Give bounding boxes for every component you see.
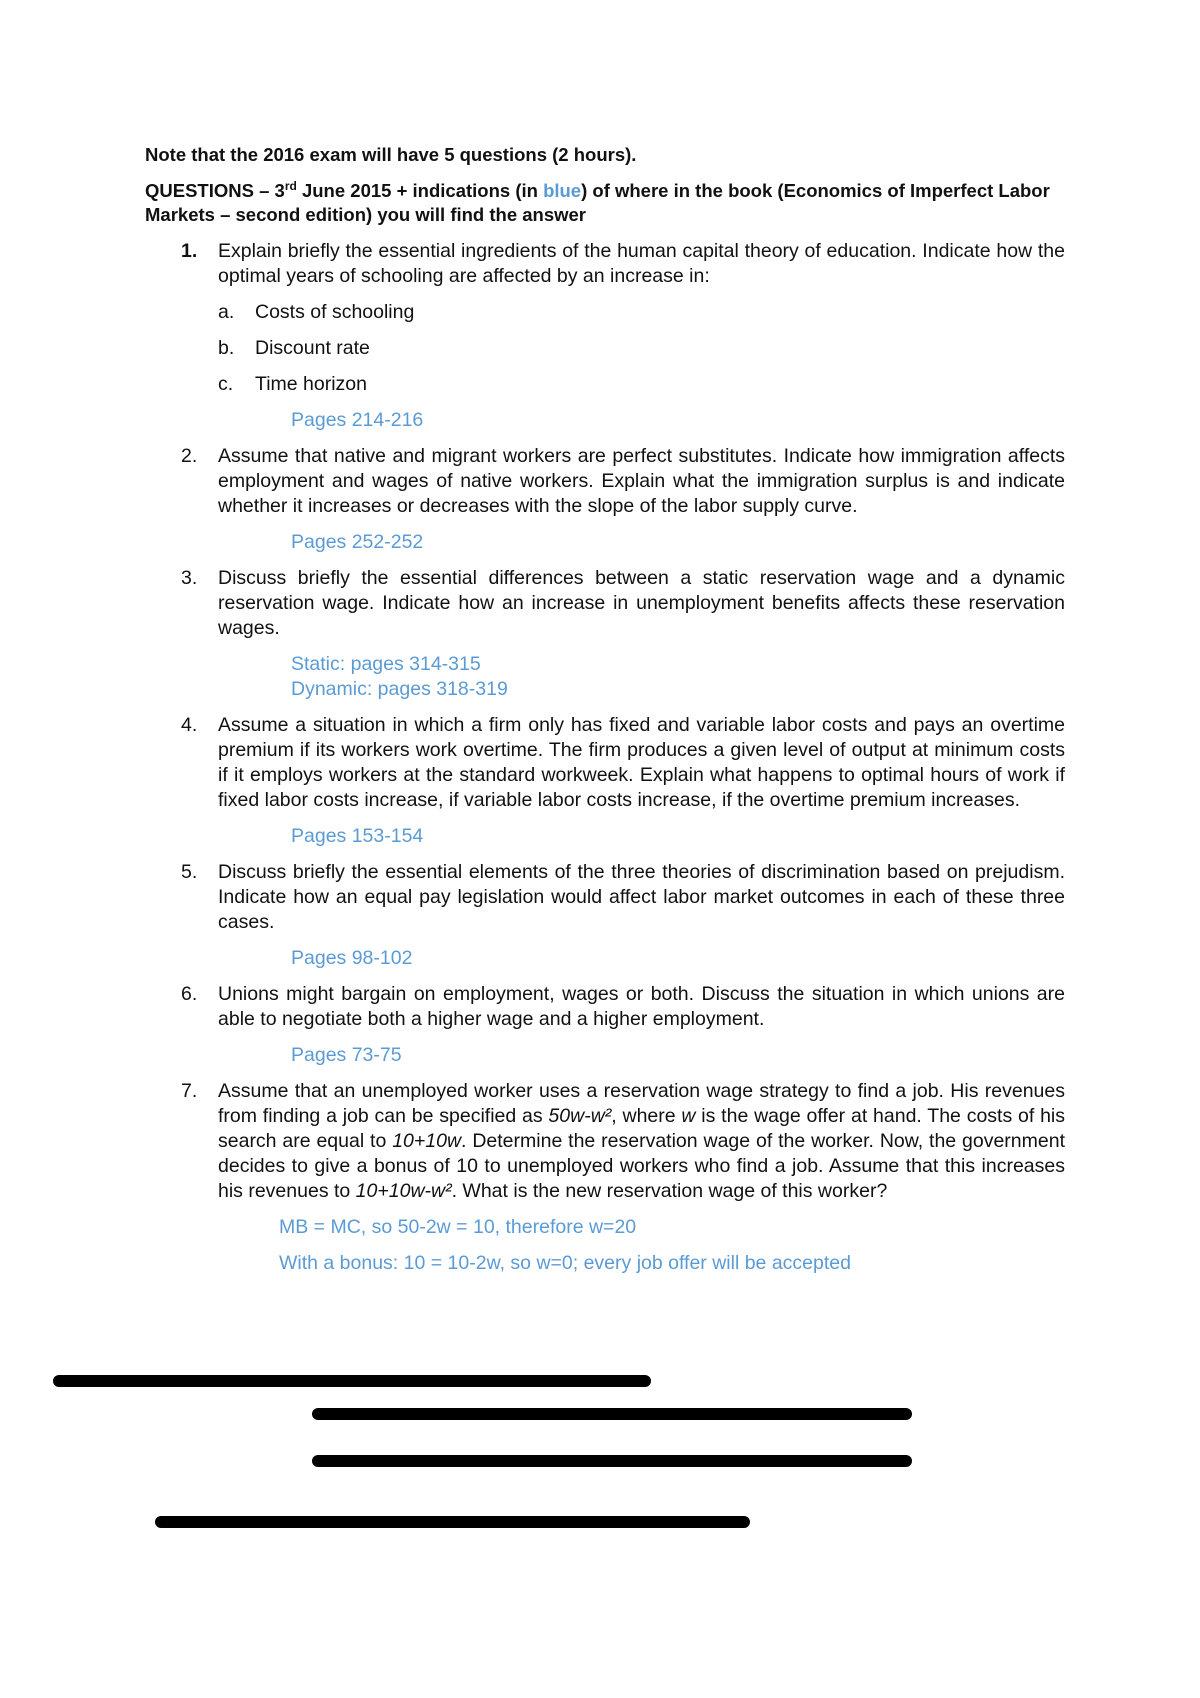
question-number: 4. [181,714,198,736]
answer-line: MB = MC, so 50-2w = 10, therefore w=20 [279,1216,637,1238]
question-5 [145,860,1065,935]
document-content [145,142,1065,1287]
question-3 [145,566,1065,641]
question-text: Assume that an unemployed worker uses a reservation wage strategy to find a job. His revenues from finding a job can be specified as 50w-w², where w is the wage offer at hand. The costs of his search are equal to 10+10w. Determine the reservation wage of the worker. Now, the government decides to give a bonus of 10 to unemployed workers who find a job. Assume that this increases his revenues to 10+10w-w². What is the new reservation wage of this worker? [218,1080,1065,1202]
subitem: b. Discount rate [218,337,370,359]
subitem: a. Costs of schooling [218,301,415,323]
question-7 [145,1079,1065,1204]
page-reference: Pages 73-75 [291,1044,402,1066]
page-reference: Pages 98-102 [291,947,413,969]
blue-word: blue [543,180,582,201]
question-text: Assume a situation in which a firm only has fixed and variable labor costs and pays an overtime premium if its workers work overtime. The firm produces a given level of output at minimum costs if it employs workers at the standard workweek. Explain what happens to optimal hours of work if fixed labor costs increase, if variable labor costs increase, if the overtime premium increases. [218,714,1065,811]
page-reference: Pages 153-154 [291,825,424,847]
page-reference: Pages 214-216 [291,409,424,431]
question-text: Explain briefly the essential ingredients of the human capital theory of education. Indicate how the optimal years of schooling are affected by an increase in: [218,240,1065,287]
question-text: Discuss briefly the essential elements of the three theories of discrimination based on prejudism. Indicate how an equal pay legislation would affect labor market outcomes in each of these three cases. [218,861,1065,933]
redaction-bar [312,1455,912,1467]
page-reference: Pages 252-252 [291,531,424,553]
page-reference: Static: pages 314-315 Dynamic: pages 318-319 [291,653,508,700]
question-text: Discuss briefly the essential differences between a static reservation wage and a dynamic reservation wage. Indicate how an increase in unemployment benefits affects these reservation wages. [218,567,1065,639]
question-text: Unions might bargain on employment, wages or both. Discuss the situation in which unions are able to negotiate both a higher wage and a higher employment. [218,983,1065,1030]
questions-header: QUESTIONS – 3rd June 2015 + indications (in blue) of where in the book (Economics of Imperfect Labor Markets – second edition) you will find the answer [145,178,1050,225]
question-number: 7. [181,1080,198,1102]
question-number: 2. [181,445,198,467]
question-number: 5. [181,861,198,883]
redaction-bar [155,1516,750,1528]
question-number: 1. [181,240,198,262]
exam-note: Note that the 2016 exam will have 5 questions (2 hours). [145,144,637,165]
question-text: Assume that native and migrant workers are perfect substitutes. Indicate how immigration affects employment and wages of native workers. Explain what the immigration surplus is and indicate whether it increases or decreases with the slope of the labor supply curve. [218,445,1065,517]
question-6 [145,982,1065,1032]
subitem: c. Time horizon [218,373,367,395]
question-number: 6. [181,983,198,1005]
answer-line: With a bonus: 10 = 10-2w, so w=0; every job offer will be accepted [279,1252,851,1274]
question-2 [145,444,1065,519]
redaction-bar [312,1408,912,1420]
question-4 [145,713,1065,813]
question-number: 3. [181,567,198,589]
question-1 [145,239,1065,289]
redaction-bar [53,1375,651,1387]
